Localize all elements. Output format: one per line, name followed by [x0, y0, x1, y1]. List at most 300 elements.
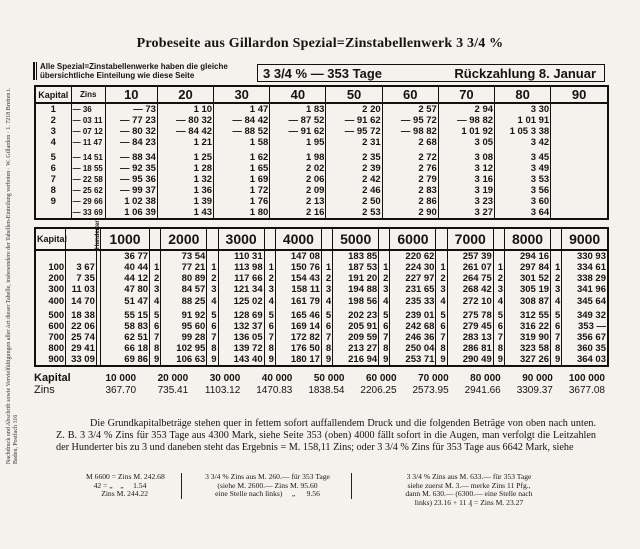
value-cell: 84 57 — [161, 284, 207, 295]
hunderter-cell: 3 — [207, 284, 218, 295]
value-cell: 345 64 — [562, 296, 608, 307]
hunderter-cell: 1 — [150, 262, 161, 273]
hunderter-cell: 5 — [493, 307, 504, 321]
value-cell: 3 12 — [438, 163, 494, 174]
rate-days: 3 3/4 % — 353 Tage — [263, 66, 382, 81]
hunderter-header — [66, 228, 97, 250]
value-cell: — 87 52 — [270, 115, 326, 126]
kapital-cell: 8 — [35, 185, 71, 196]
value-cell: 1 69 — [214, 174, 270, 185]
value-cell: — 95 72 — [382, 115, 438, 126]
hunderter-cell: 6 — [264, 321, 275, 332]
value-cell: 205 91 — [333, 321, 379, 332]
zins-cell: 7 35 — [66, 273, 97, 284]
value-cell: 246 36 — [390, 332, 436, 343]
hunderter-cell: 3 — [264, 284, 275, 295]
value-cell: 3 23 — [438, 196, 494, 207]
hunderter-cell — [436, 250, 447, 262]
value-cell: 1 76 — [214, 196, 270, 207]
value-cell: 250 04 — [390, 343, 436, 354]
value-cell: 128 69 — [218, 307, 264, 321]
hunderter-cell: 3 — [321, 284, 332, 295]
value-cell: 187 53 — [333, 262, 379, 273]
value-cell: — 88 34 — [105, 149, 157, 163]
hunderter-subheader — [551, 228, 562, 250]
table-row — [35, 284, 608, 295]
value-cell: 294 16 — [505, 250, 551, 262]
hunderter-subheader — [493, 228, 504, 250]
value-cell: 110 31 — [218, 250, 264, 262]
hunderter-cell: 8 — [551, 343, 562, 354]
value-cell: 121 34 — [218, 284, 264, 295]
value-cell: 297 84 — [505, 262, 551, 273]
hunderter-cell: 2 — [321, 273, 332, 284]
hunderter-cell: 2 — [150, 273, 161, 284]
kapital-cell: 600 — [35, 321, 66, 332]
value-cell: 2 86 — [382, 196, 438, 207]
kapital-cell: 400 — [35, 296, 66, 307]
hunderter-cell — [264, 250, 275, 262]
value-cell: 3 30 — [495, 103, 551, 115]
table-row — [35, 103, 608, 115]
value-cell: 235 33 — [390, 296, 436, 307]
hunderter-cell: 8 — [493, 343, 504, 354]
value-cell: 209 59 — [333, 332, 379, 343]
hunderter-cell: 4 — [321, 296, 332, 307]
value-cell: 3 49 — [495, 163, 551, 174]
hunderter-cell: 1 — [264, 262, 275, 273]
value-cell: 113 98 — [218, 262, 264, 273]
value-cell: 1 25 — [157, 149, 213, 163]
value-cell: 136 05 — [218, 332, 264, 343]
kapital-cell: 700 — [35, 332, 66, 343]
value-cell: 327 26 — [505, 354, 551, 366]
value-cell: 283 13 — [447, 332, 493, 343]
column-header-20: 20 — [157, 86, 213, 103]
value-cell: 1 32 — [157, 174, 213, 185]
value-cell: 3 53 — [495, 174, 551, 185]
hunderter-cell: 6 — [436, 321, 447, 332]
value-cell: 1 06 39 — [105, 207, 157, 219]
value-cell: 143 40 — [218, 354, 264, 366]
column-header-70: 70 — [438, 86, 494, 103]
value-cell: 2 16 — [270, 207, 326, 219]
totals-kapital-label: Kapital — [34, 372, 71, 384]
value-cell: 2 57 — [382, 103, 438, 115]
rate-banner — [257, 64, 605, 82]
value-cell: 1 39 — [157, 196, 213, 207]
kapital-header: Kapital — [35, 86, 71, 103]
kapital-cell: 300 — [35, 284, 66, 295]
totals-zins-cell: 735.41 — [157, 384, 189, 396]
hunderter-cell: 2 — [493, 273, 504, 284]
hunderter-cell: 8 — [150, 343, 161, 354]
column-header-6000: 6000 — [390, 228, 436, 250]
value-cell: 264 75 — [447, 273, 493, 284]
value-cell: 312 55 — [505, 307, 551, 321]
totals-zins-cell: 2941.66 — [464, 384, 501, 396]
value-cell: — 92 35 — [105, 163, 157, 174]
table-header-row — [35, 86, 608, 103]
hunderter-cell: 9 — [379, 354, 390, 366]
value-cell: 3 56 — [495, 185, 551, 196]
value-cell: 147 08 — [275, 250, 321, 262]
kapital-cell: 3 — [35, 126, 71, 137]
value-cell: 2 39 — [326, 163, 382, 174]
value-cell: 139 72 — [218, 343, 264, 354]
value-cell: 341 96 — [562, 284, 608, 295]
hunderter-subheader — [150, 228, 161, 250]
value-cell: 360 35 — [562, 343, 608, 354]
value-cell: 1 05 3 38 — [495, 126, 551, 137]
totals-kapital-cell: 90 000 — [522, 372, 553, 384]
totals-kapital-cell: 100 000 — [568, 372, 605, 384]
value-cell: 55 15 — [100, 307, 149, 321]
hunderter-subheader: Hunderter — [95, 220, 102, 249]
value-cell: — 80 32 — [105, 126, 157, 137]
value-cell: 1 10 — [157, 103, 213, 115]
hunderter-cell: 4 — [150, 296, 161, 307]
value-cell: 73 54 — [161, 250, 207, 262]
hunderter-cell: 1 — [493, 262, 504, 273]
column-header-3000: 3000 — [218, 228, 264, 250]
hunderter-cell: 5 — [150, 307, 161, 321]
kapital-cell — [35, 250, 66, 262]
hunderter-cell: 5 — [551, 307, 562, 321]
value-cell: 253 71 — [390, 354, 436, 366]
value-cell: 308 87 — [505, 296, 551, 307]
value-cell: 1 62 — [214, 149, 270, 163]
value-cell: — 98 82 — [438, 115, 494, 126]
value-cell: 216 94 — [333, 354, 379, 366]
hunderter-cell: 8 — [379, 343, 390, 354]
zins-cell: 14 70 — [66, 296, 97, 307]
zins-cell: — 03 11 — [71, 115, 105, 126]
table-row — [35, 174, 608, 185]
kapital-cell: 800 — [35, 343, 66, 354]
zins-cell: — 25 62 — [71, 185, 105, 196]
value-cell: 323 58 — [505, 343, 551, 354]
value-cell: 95 60 — [161, 321, 207, 332]
table-row — [35, 196, 608, 207]
value-cell — [551, 137, 608, 148]
kapital-header: Kapital — [35, 228, 66, 250]
value-cell: 165 46 — [275, 307, 321, 321]
zins-cell: — 14 51 — [71, 149, 105, 163]
totals-zins-cell: 1103.12 — [204, 384, 241, 396]
value-cell: 2 35 — [326, 149, 382, 163]
value-cell: 2 76 — [382, 163, 438, 174]
value-cell: 1 01 91 — [495, 115, 551, 126]
hunderter-cell: 4 — [551, 296, 562, 307]
zins-cell: — 18 55 — [71, 163, 105, 174]
page-title: Probeseite aus Gillardon Spezial=Zinstabellenwerk 3 3/4 % — [136, 36, 504, 51]
value-cell: 3 27 — [438, 207, 494, 219]
kapital-cell: 7 — [35, 174, 71, 185]
hunderter-cell: 7 — [321, 332, 332, 343]
value-cell: 198 56 — [333, 296, 379, 307]
hunderter-cell: 7 — [493, 332, 504, 343]
hunderter-cell: 8 — [264, 343, 275, 354]
hunderter-cell: 8 — [321, 343, 332, 354]
kapital-cell: 100 — [35, 262, 66, 273]
hunderter-cell: 2 — [207, 273, 218, 284]
value-cell: 3 42 — [495, 137, 551, 148]
value-cell: — 77 23 — [105, 115, 157, 126]
column-header-50: 50 — [326, 86, 382, 103]
hunderter-subheader — [379, 228, 390, 250]
hunderter-cell — [379, 250, 390, 262]
example-1: M 6600 = Zins M. 242.68 42 = „ „ 1.54 Zins M. 244.22 — [86, 473, 182, 499]
hunderter-cell: 3 — [551, 284, 562, 295]
value-cell — [551, 115, 608, 126]
value-cell: 62 51 — [100, 332, 149, 343]
units-interest-table — [34, 85, 609, 220]
kapital-cell: 200 — [35, 273, 66, 284]
column-header-80: 80 — [495, 86, 551, 103]
value-cell: 2 79 — [382, 174, 438, 185]
note-marker — [33, 62, 37, 80]
hunderter-cell: 9 — [321, 354, 332, 366]
totals-zins-cell: 2206.25 — [360, 384, 397, 396]
value-cell: 102 95 — [161, 343, 207, 354]
hunderter-cell: 5 — [321, 307, 332, 321]
repayment-date: Rückzahlung 8. Januar — [454, 66, 596, 81]
kapital-cell: 1 — [35, 103, 71, 115]
zins-cell — [66, 250, 97, 262]
value-cell — [551, 185, 608, 196]
kapital-cell: 4 — [35, 137, 71, 148]
kapital-cell: 9 — [35, 196, 71, 207]
value-cell: 338 29 — [562, 273, 608, 284]
value-cell: 2 68 — [382, 137, 438, 148]
value-cell: 227 97 — [390, 273, 436, 284]
column-header-8000: 8000 — [505, 228, 551, 250]
hunderter-cell: 7 — [436, 332, 447, 343]
value-cell: 2 46 — [326, 185, 382, 196]
value-cell: 1 83 — [270, 103, 326, 115]
hunderter-cell — [150, 250, 161, 262]
value-cell: — 91 62 — [270, 126, 326, 137]
value-cell: 58 83 — [100, 321, 149, 332]
value-cell: 69 86 — [100, 354, 149, 366]
value-cell: 1 43 — [157, 207, 213, 219]
value-cell: 202 23 — [333, 307, 379, 321]
value-cell: 125 02 — [218, 296, 264, 307]
value-cell: 66 18 — [100, 343, 149, 354]
value-cell: 99 28 — [161, 332, 207, 343]
hunderter-cell: 5 — [207, 307, 218, 321]
value-cell: — 84 42 — [214, 115, 270, 126]
kapital-cell: 500 — [35, 307, 66, 321]
table-row — [35, 262, 608, 273]
value-cell: 2 06 — [270, 174, 326, 185]
column-header-1000: 1000 — [100, 228, 149, 250]
copyright-note: Nachdruck und Abschrift sowie Vervielfältigungen aller Art dieser Tabelle, insbesondere der Tabellen-Einteilung verboten · W. Gillardon · 1. 7218 Bretten i. Baden, Postfach 116 — [6, 87, 19, 464]
table-row — [35, 137, 608, 148]
value-cell: 132 37 — [218, 321, 264, 332]
value-cell: 1 58 — [214, 137, 270, 148]
value-cell — [551, 163, 608, 174]
hunderter-cell: 4 — [264, 296, 275, 307]
hunderter-cell: 6 — [150, 321, 161, 332]
value-cell: 2 50 — [326, 196, 382, 207]
value-cell: 180 17 — [275, 354, 321, 366]
totals-kapital-cell: 80 000 — [470, 372, 501, 384]
hunderter-cell: 6 — [207, 321, 218, 332]
hunderter-cell: 1 — [436, 262, 447, 273]
value-cell: 183 85 — [333, 250, 379, 262]
zins-cell: 3 67 — [66, 262, 97, 273]
value-cell: 191 20 — [333, 273, 379, 284]
hunderter-cell: 7 — [551, 332, 562, 343]
hunderter-cell: 1 — [321, 262, 332, 273]
hunderter-cell: 3 — [493, 284, 504, 295]
hunderter-cell: 1 — [207, 262, 218, 273]
value-cell — [551, 174, 608, 185]
value-cell: 290 49 — [447, 354, 493, 366]
table-row — [35, 163, 608, 174]
hunderter-subheader — [436, 228, 447, 250]
column-header-30: 30 — [214, 86, 270, 103]
value-cell: 1 65 — [214, 163, 270, 174]
value-cell: — 80 32 — [157, 115, 213, 126]
table-row — [35, 115, 608, 126]
column-header-5000: 5000 — [333, 228, 379, 250]
hunderter-cell: 9 — [207, 354, 218, 366]
value-cell: 3 60 — [495, 196, 551, 207]
totals-kapital-row — [34, 372, 609, 384]
value-cell: 3 64 — [495, 207, 551, 219]
value-cell: 1 95 — [270, 137, 326, 148]
hunderter-cell: 6 — [493, 321, 504, 332]
value-cell: 3 05 — [438, 137, 494, 148]
column-header-60: 60 — [382, 86, 438, 103]
totals-kapital-cell: 50 000 — [313, 372, 345, 384]
hunderter-cell: 8 — [436, 343, 447, 354]
value-cell: 2 31 — [326, 137, 382, 148]
zins-cell: 25 74 — [66, 332, 97, 343]
zins-cell: — 11 47 — [71, 137, 105, 148]
table-row — [35, 321, 608, 332]
hunderter-cell: 4 — [207, 296, 218, 307]
totals-kapital-cell: 40 000 — [261, 372, 293, 384]
value-cell: 1 28 — [157, 163, 213, 174]
value-cell: 172 82 — [275, 332, 321, 343]
table-row — [35, 307, 608, 321]
hunderter-cell: 7 — [264, 332, 275, 343]
value-cell: 2 13 — [270, 196, 326, 207]
value-cell: 286 81 — [447, 343, 493, 354]
kapital-cell: 5 — [35, 149, 71, 163]
hunderter-cell: 9 — [436, 354, 447, 366]
table-row — [35, 126, 608, 137]
hunderter-cell: 6 — [321, 321, 332, 332]
hunderter-cell: 7 — [150, 332, 161, 343]
hunderter-cell: 8 — [207, 343, 218, 354]
value-cell: 242 68 — [390, 321, 436, 332]
hunderter-cell: 4 — [493, 296, 504, 307]
hunderter-cell: 1 — [551, 262, 562, 273]
example-2: 3 3/4 % Zins aus M. 260.— für 353 Tage (siehe M. 2600.— Zins M. 95.60 eine Stelle nach links) „ 9.56 — [188, 473, 352, 499]
zins-cell: 11 03 — [66, 284, 97, 295]
value-cell: 47 80 — [100, 284, 149, 295]
value-cell: 44 12 — [100, 273, 149, 284]
value-cell: 161 79 — [275, 296, 321, 307]
kapital-cell: 900 — [35, 354, 66, 366]
value-cell: 2 94 — [438, 103, 494, 115]
value-cell: 154 43 — [275, 273, 321, 284]
zins-cell: — 22 58 — [71, 174, 105, 185]
hunderter-cell: 7 — [207, 332, 218, 343]
value-cell: 305 19 — [505, 284, 551, 295]
value-cell: 279 45 — [447, 321, 493, 332]
column-header-9000: 9000 — [562, 228, 608, 250]
value-cell: 1 21 — [157, 137, 213, 148]
column-header-90: 90 — [551, 86, 608, 103]
value-cell: 88 25 — [161, 296, 207, 307]
value-cell: 1 01 92 — [438, 126, 494, 137]
value-cell: 2 90 — [382, 207, 438, 219]
value-cell: 2 53 — [326, 207, 382, 219]
table-row — [35, 149, 608, 163]
hunderter-cell: 9 — [150, 354, 161, 366]
hunderter-cell: 2 — [379, 273, 390, 284]
value-cell: 364 03 — [562, 354, 608, 366]
value-cell: 257 39 — [447, 250, 493, 262]
value-cell: 268 42 — [447, 284, 493, 295]
example-3: 3 3/4 % Zins aus M. 633.— für 353 Tage siehe zuerst M. 3.— merke Zins 11 Pfg., dann M. 630.— (6300.— eine Stelle nach links) 23.16 + 11 ₰ = Zins M. 23.27 — [405, 472, 533, 507]
value-cell: 36 77 — [100, 250, 149, 262]
totals-kapital-cell: 20 000 — [157, 372, 189, 384]
value-cell: 349 32 — [562, 307, 608, 321]
totals-zins-cell: 1838.54 — [308, 384, 345, 396]
kapital-cell: 2 — [35, 115, 71, 126]
totals-kapital-cell: 70 000 — [418, 372, 449, 384]
hunderter-cell: 4 — [436, 296, 447, 307]
value-cell: 272 10 — [447, 296, 493, 307]
value-cell: 1 72 — [214, 185, 270, 196]
zins-cell: 33 09 — [66, 354, 97, 366]
value-cell: 220 62 — [390, 250, 436, 262]
totals-zins-cell: 1470.83 — [256, 384, 293, 396]
totals-kapital-cell: 10 000 — [105, 372, 137, 384]
column-header-10: 10 — [105, 86, 157, 103]
table-row — [35, 250, 608, 262]
value-cell: 2 72 — [382, 149, 438, 163]
layout-note: Alle Spezial=Zinstabellenwerke haben die gleiche übersichtliche Einteilung wie diese Seite — [40, 62, 228, 80]
totals-kapital-cell: 30 000 — [209, 372, 241, 384]
value-cell — [551, 196, 608, 207]
zins-cell: — 07 12 — [71, 126, 105, 137]
totals-zins-cell: 367.70 — [105, 384, 137, 396]
value-cell: 3 16 — [438, 174, 494, 185]
value-cell — [551, 207, 608, 219]
hunderter-cell — [207, 250, 218, 262]
value-cell: 194 88 — [333, 284, 379, 295]
hunderter-cell: 5 — [436, 307, 447, 321]
hunderter-cell: 4 — [379, 296, 390, 307]
hunderter-cell: 3 — [436, 284, 447, 295]
value-cell: 51 47 — [100, 296, 149, 307]
value-cell: 1 02 38 — [105, 196, 157, 207]
value-cell: 330 93 — [562, 250, 608, 262]
zins-cell: — 33 69 — [71, 207, 105, 219]
value-cell: 91 92 — [161, 307, 207, 321]
value-cell — [551, 149, 608, 163]
value-cell: 2 09 — [270, 185, 326, 196]
value-cell: 1 98 — [270, 149, 326, 163]
